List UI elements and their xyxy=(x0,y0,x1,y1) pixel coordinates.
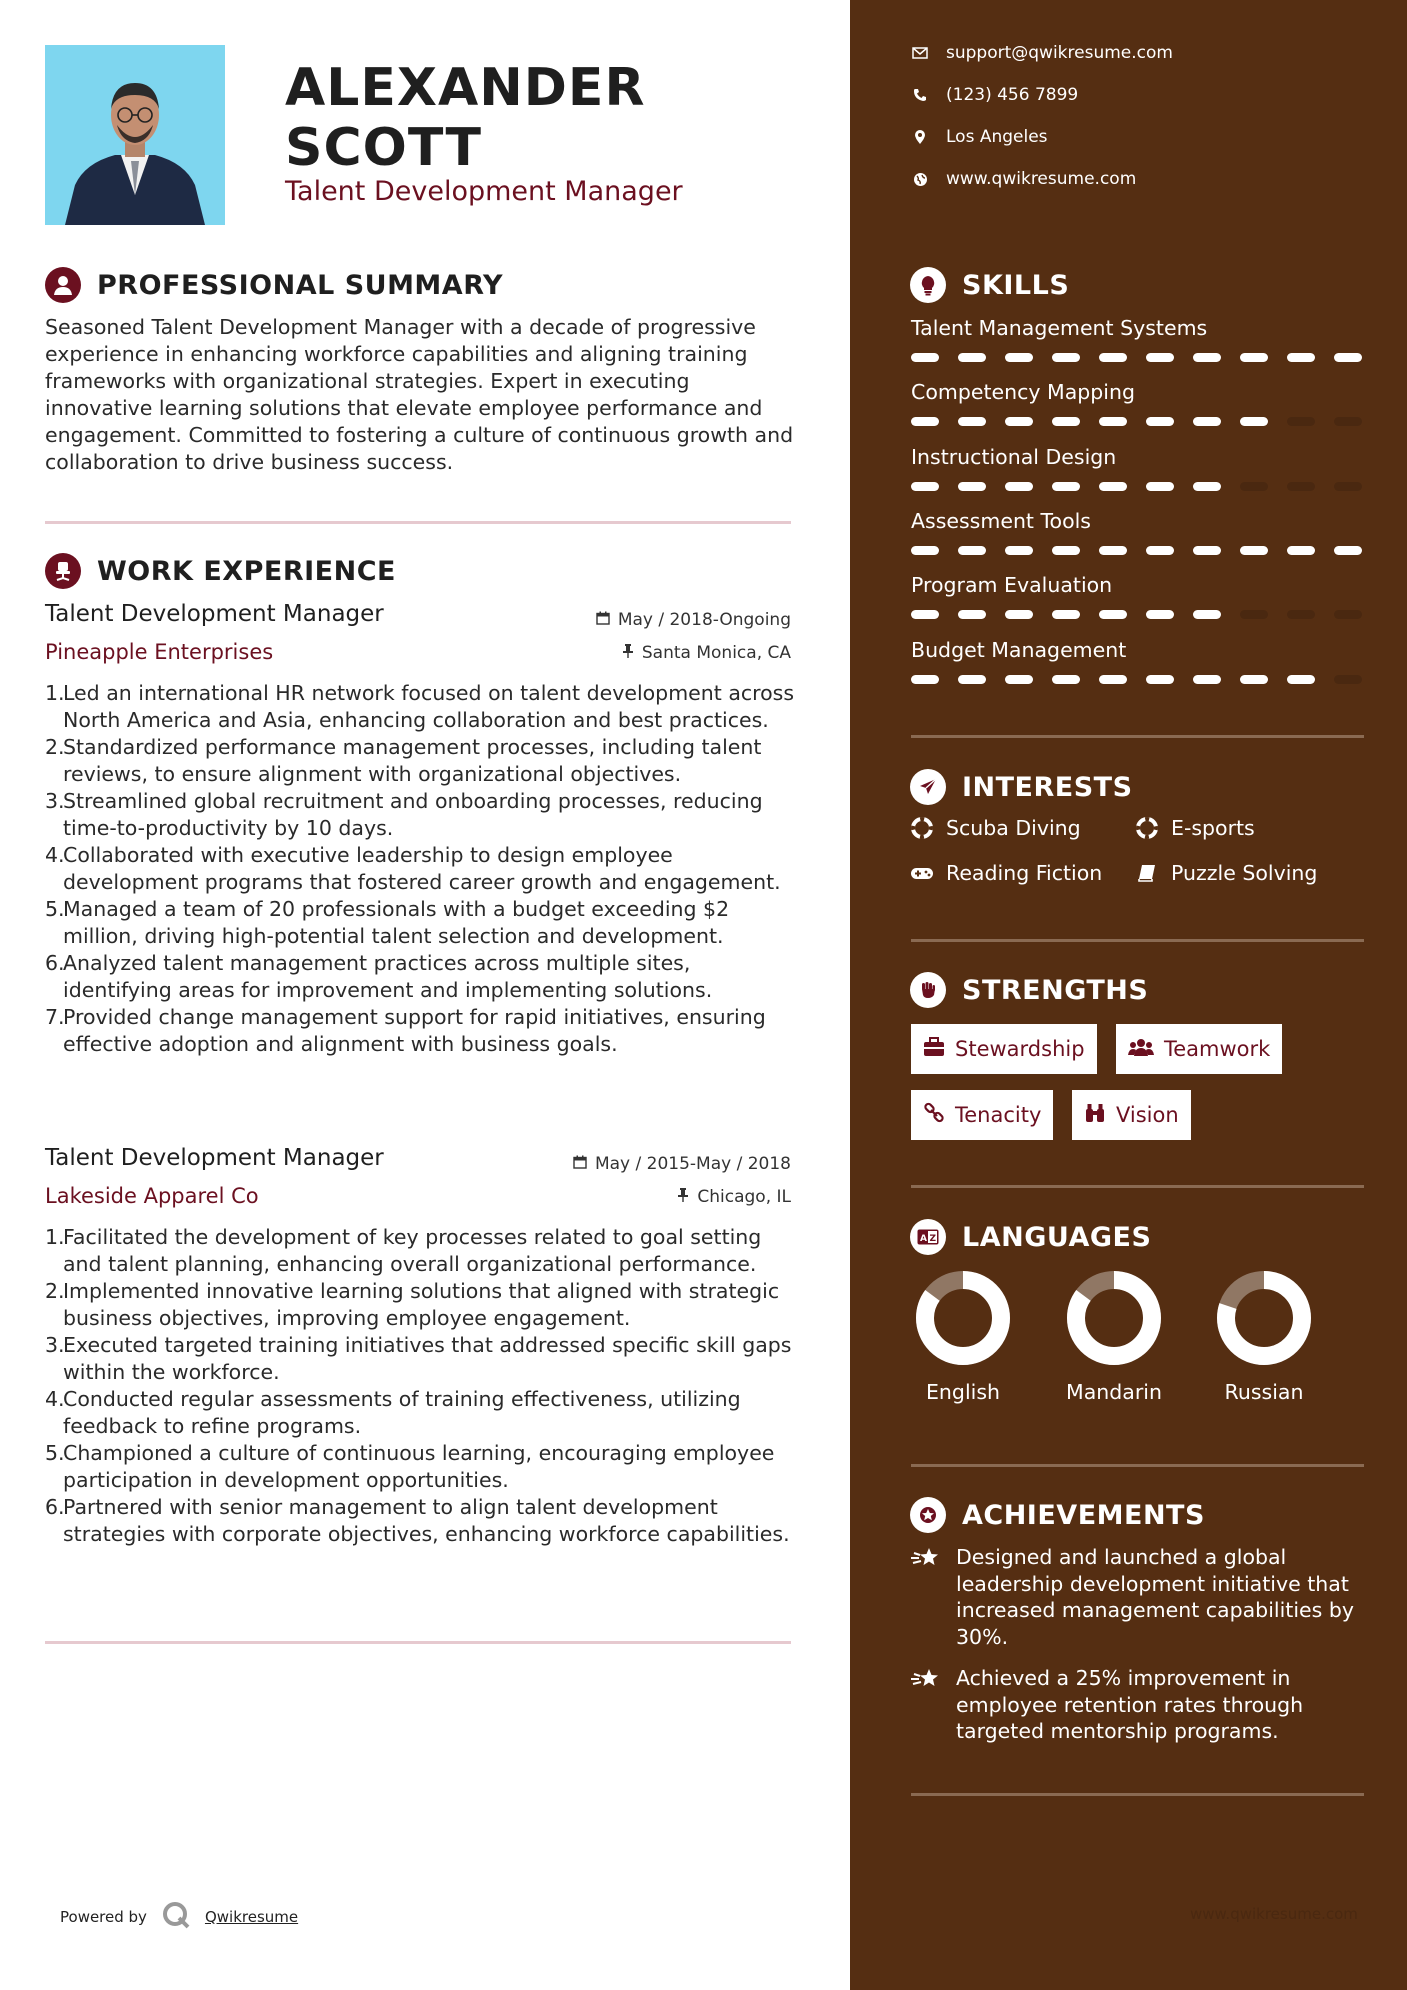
language-label: Russian xyxy=(1224,1380,1304,1404)
job-company: Pineapple Enterprises xyxy=(45,640,274,664)
list-item: 6. Analyzed talent management practices across multiple sites, identifying areas for improvement and implementing solutions. xyxy=(45,951,713,1002)
shooting-star-icon xyxy=(910,1544,940,1650)
skill-segment xyxy=(1193,675,1221,684)
office-chair-icon xyxy=(45,553,81,589)
skill-name: Talent Management Systems xyxy=(911,316,1208,340)
skill-segment xyxy=(1193,482,1221,491)
list-item: 2. Standardized performance management processes, including talent reviews, to ensure alignment with organizational objectives. xyxy=(45,735,762,786)
user-icon xyxy=(45,267,81,303)
pin-icon xyxy=(622,643,634,663)
job-location xyxy=(622,643,791,663)
list-item: 3. Executed targeted training initiatives that addressed specific skill gaps within the workforce. xyxy=(45,1333,792,1384)
list-item: 4. Collaborated with executive leadership to design employee development programs that fostered career growth and engagement. xyxy=(45,843,781,894)
skill-segment xyxy=(911,546,939,555)
candidate-role: Talent Development Manager xyxy=(285,176,683,207)
divider xyxy=(911,1464,1364,1467)
skill-name: Program Evaluation xyxy=(911,573,1113,597)
skill-level-bar xyxy=(911,417,1362,426)
list-item: 5. Championed a culture of continuous learning, encouraging employee participation in development opportunities. xyxy=(45,1441,775,1492)
skills-header xyxy=(910,267,1069,303)
skill-segment xyxy=(1146,353,1174,362)
summary-text: Seasoned Talent Development Manager with a decade of progressive experience in enhancing workforce capabilities and aligning training frameworks with organizational strategies. Expert in executing innovative learning solutions that elevate employee performance and engagement. Committed to fostering a culture of continuous growth and collaboration to drive business success. xyxy=(45,315,794,474)
qwikresume-link[interactable]: Qwikresume xyxy=(204,1908,299,1926)
skill-segment xyxy=(1193,546,1221,555)
job-dates-text: May / 2015-May / 2018 xyxy=(594,1154,791,1174)
skill-level-bar xyxy=(911,546,1362,555)
skill-segment xyxy=(1052,482,1080,491)
skill-segment xyxy=(1005,546,1033,555)
gamepad-icon xyxy=(910,865,934,881)
skills-title: SKILLS xyxy=(962,269,1070,301)
skill-segment xyxy=(1334,482,1362,491)
job-dates xyxy=(573,1154,791,1174)
languages-header xyxy=(910,1219,1151,1255)
skill-segment xyxy=(1005,417,1033,426)
powered-by xyxy=(60,1900,298,1934)
skill-segment xyxy=(1334,546,1362,555)
skill-segment xyxy=(1287,675,1315,684)
language-level-ring xyxy=(1214,1268,1314,1368)
interests-header xyxy=(910,769,1133,805)
powered-by-label: Powered by xyxy=(60,1908,147,1926)
skill-segment xyxy=(1287,417,1315,426)
interest-item: E-sports xyxy=(1135,816,1255,840)
strength-chip: Teamwork xyxy=(1116,1024,1282,1074)
skill-segment xyxy=(1146,546,1174,555)
skill-segment xyxy=(1052,546,1080,555)
lifebuoy-icon xyxy=(1135,817,1159,839)
strength-chip: Tenacity xyxy=(911,1090,1053,1140)
skill-segment xyxy=(1334,353,1362,362)
job-location-text: Santa Monica, CA xyxy=(641,643,791,663)
skill-segment xyxy=(1193,417,1221,426)
candidate-name xyxy=(285,58,805,178)
language-icon xyxy=(910,1219,946,1255)
list-item: 3. Streamlined global recruitment and onboarding processes, reducing time-to-productivity by 10 days. xyxy=(45,789,763,840)
skill-segment xyxy=(1005,353,1033,362)
strengths-header xyxy=(910,972,1148,1008)
languages-title: LANGUAGES xyxy=(962,1221,1152,1253)
skill-segment xyxy=(1005,610,1033,619)
interest-item: Puzzle Solving xyxy=(1135,861,1317,885)
achievements-header xyxy=(910,1497,1205,1533)
calendar-icon xyxy=(573,1154,587,1174)
skill-name: Budget Management xyxy=(911,638,1127,662)
skill-segment xyxy=(911,417,939,426)
job-dates-text: May / 2018-Ongoing xyxy=(617,610,791,630)
language-label: Mandarin xyxy=(1066,1380,1162,1404)
skill-segment xyxy=(1334,675,1362,684)
list-item: 2. Implemented innovative learning solutions that aligned with strategic business objectives, improving employee engagement. xyxy=(45,1279,780,1330)
language-item xyxy=(888,1268,1038,1404)
skill-segment xyxy=(1146,675,1174,684)
skill-segment xyxy=(1334,417,1362,426)
language-level-ring xyxy=(913,1268,1013,1368)
skill-segment xyxy=(1052,610,1080,619)
skill-name: Instructional Design xyxy=(911,445,1117,469)
lifebuoy-icon xyxy=(910,817,934,839)
job-dates xyxy=(596,610,791,630)
language-item xyxy=(1189,1268,1339,1404)
svg-text:A: A xyxy=(920,1234,927,1244)
divider xyxy=(45,1641,791,1644)
language-label: English xyxy=(925,1380,1001,1404)
qwikresume-logo-icon xyxy=(161,1900,191,1934)
skill-segment xyxy=(958,417,986,426)
list-item: 7. Provided change management support for rapid initiatives, ensuring effective adoption and alignment with business goals. xyxy=(45,1005,766,1056)
pin-icon xyxy=(677,1187,689,1207)
skill-segment xyxy=(1240,482,1268,491)
sidebar xyxy=(850,0,1407,1990)
job-bullets xyxy=(45,680,795,1058)
skill-name: Assessment Tools xyxy=(911,509,1091,533)
list-item: 1. Facilitated the development of key processes related to goal setting and talent planning, enhancing overall organizational performance. xyxy=(45,1225,762,1276)
fist-icon xyxy=(910,972,946,1008)
skill-segment xyxy=(1240,546,1268,555)
map-marker-icon xyxy=(910,129,930,145)
skill-segment xyxy=(1099,417,1127,426)
achievement-item: Achieved a 25% improvement in employee retention rates through targeted mentorship programs. xyxy=(910,1665,1370,1745)
achievements-title: ACHIEVEMENTS xyxy=(962,1499,1205,1531)
language-item xyxy=(1039,1268,1189,1404)
skill-segment xyxy=(1099,675,1127,684)
strength-chip: Vision xyxy=(1072,1090,1191,1140)
skill-segment xyxy=(1052,353,1080,362)
job-bullets xyxy=(45,1224,795,1548)
profile-photo xyxy=(45,45,225,225)
skill-segment xyxy=(911,482,939,491)
list-item: 1. Led an international HR network focused on talent development across North America and Asia, enhancing collaboration and best practices. xyxy=(45,681,795,732)
skill-segment xyxy=(911,353,939,362)
users-icon xyxy=(1128,1037,1154,1062)
skill-segment xyxy=(1240,353,1268,362)
strengths-title: STRENGTHS xyxy=(962,974,1149,1006)
name-last: SCOTT xyxy=(285,118,482,178)
contact-email[interactable]: support@qwikresume.com xyxy=(910,43,1173,63)
envelope-icon xyxy=(910,47,930,59)
list-item: 5. Managed a team of 20 professionals with a budget exceeding $2 million, driving high-potential talent selection and development. xyxy=(45,897,730,948)
interests-title: INTERESTS xyxy=(962,771,1133,803)
skill-segment xyxy=(1287,546,1315,555)
name-first: ALEXANDER xyxy=(285,58,646,118)
job-location xyxy=(677,1187,791,1207)
skill-segment xyxy=(958,353,986,362)
star-badge-icon xyxy=(910,1497,946,1533)
skill-segment xyxy=(1099,353,1127,362)
skill-segment xyxy=(958,482,986,491)
skill-segment xyxy=(1193,353,1221,362)
skill-segment xyxy=(911,610,939,619)
skill-level-bar xyxy=(911,482,1362,491)
skill-segment xyxy=(958,675,986,684)
calendar-icon xyxy=(596,610,610,630)
link-icon xyxy=(923,1102,945,1129)
skill-segment xyxy=(1099,546,1127,555)
skill-segment xyxy=(1240,610,1268,619)
skill-segment xyxy=(1193,610,1221,619)
skill-segment xyxy=(911,675,939,684)
skill-level-bar xyxy=(911,610,1362,619)
list-item: 4. Conducted regular assessments of training effectiveness, utilizing feedback to refine programs. xyxy=(45,1387,741,1438)
divider xyxy=(911,1185,1364,1188)
skill-segment xyxy=(1240,417,1268,426)
skill-segment xyxy=(1287,353,1315,362)
lightbulb-icon xyxy=(910,267,946,303)
book-icon xyxy=(1135,863,1159,883)
contact-phone[interactable]: (123) 456 7899 xyxy=(910,85,1078,105)
skill-segment xyxy=(1334,610,1362,619)
job-title: Talent Development Manager xyxy=(45,601,384,627)
strength-chip: Stewardship xyxy=(911,1024,1097,1074)
summary-title: PROFESSIONAL SUMMARY xyxy=(97,269,504,301)
divider xyxy=(911,1793,1364,1796)
skill-name: Competency Mapping xyxy=(911,380,1135,404)
shooting-star-icon xyxy=(910,1665,940,1745)
skill-segment xyxy=(1287,482,1315,491)
contact-location: Los Angeles xyxy=(910,127,1048,147)
experience-header xyxy=(45,553,396,589)
job-location-text: Chicago, IL xyxy=(697,1187,791,1207)
skill-segment xyxy=(1005,482,1033,491)
paper-plane-icon xyxy=(910,769,946,805)
skill-segment xyxy=(1005,675,1033,684)
binoculars-icon xyxy=(1084,1103,1106,1128)
divider xyxy=(911,735,1364,738)
skill-segment xyxy=(1099,482,1127,491)
skill-segment xyxy=(1099,610,1127,619)
briefcase-icon xyxy=(923,1037,945,1062)
phone-icon xyxy=(910,88,930,102)
language-level-ring xyxy=(1064,1268,1164,1368)
divider xyxy=(911,939,1364,942)
achievement-item: Designed and launched a global leadership development initiative that increased management capabilities by 30%. xyxy=(910,1544,1370,1650)
globe-icon xyxy=(910,172,930,187)
experience-title: WORK EXPERIENCE xyxy=(97,555,396,587)
svg-text:Z: Z xyxy=(929,1234,937,1244)
skill-segment xyxy=(1240,675,1268,684)
skill-segment xyxy=(1146,482,1174,491)
skill-segment xyxy=(1146,417,1174,426)
footer-website: www.qwikresume.com xyxy=(1190,1905,1358,1923)
skill-segment xyxy=(958,546,986,555)
list-item: 6. Partnered with senior management to align talent development strategies with corporate objectives, enhancing workforce capabilities. xyxy=(45,1495,790,1546)
interest-item: Scuba Diving xyxy=(910,816,1081,840)
divider xyxy=(45,521,791,524)
job-company: Lakeside Apparel Co xyxy=(45,1184,259,1208)
skill-segment xyxy=(1052,417,1080,426)
skill-segment xyxy=(1287,610,1315,619)
interest-item: Reading Fiction xyxy=(910,861,1102,885)
skill-segment xyxy=(1146,610,1174,619)
skill-level-bar xyxy=(911,353,1362,362)
skill-level-bar xyxy=(911,675,1362,684)
skill-segment xyxy=(1052,675,1080,684)
skill-segment xyxy=(958,610,986,619)
summary-header xyxy=(45,267,503,303)
job-title: Talent Development Manager xyxy=(45,1145,384,1171)
contact-website[interactable]: www.qwikresume.com xyxy=(910,169,1136,189)
